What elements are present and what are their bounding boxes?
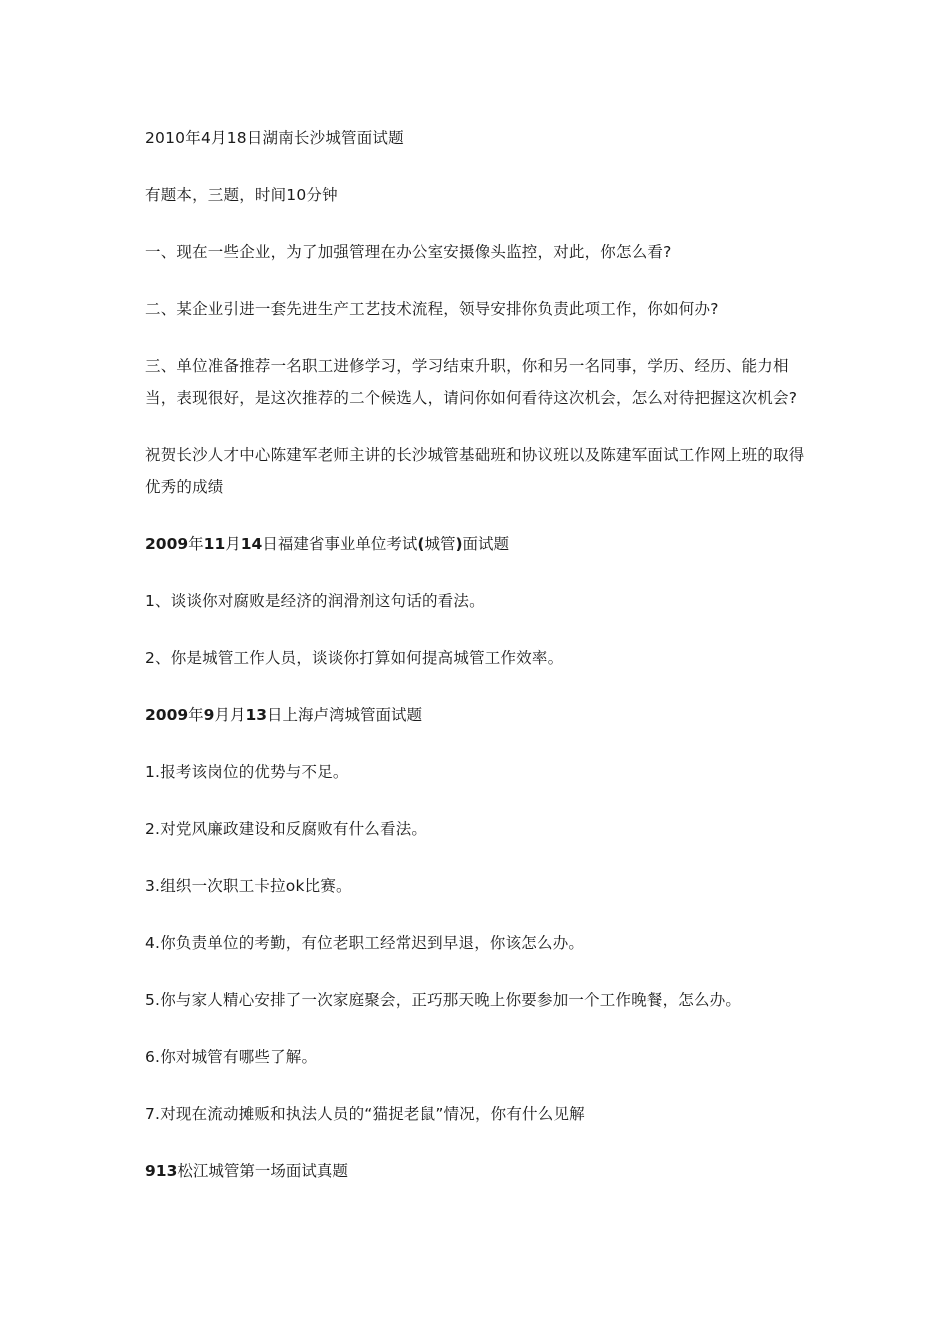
title-text: 月月 (214, 706, 246, 724)
title-number: 913 (145, 1162, 178, 1180)
title-text: 年 (188, 535, 204, 553)
title-day: 13 (245, 706, 268, 724)
title-year: 2009 (145, 706, 189, 724)
list-item: 3.组织一次职工卡拉ok比赛。 (145, 877, 352, 895)
title-text: 日上海卢湾城管面试题 (267, 706, 423, 724)
section-title-changsha: 2010年4月18日湖南长沙城管面试题 (145, 129, 404, 147)
section-title-shanghai (145, 699, 813, 731)
title-month: 11 (203, 535, 226, 553)
title-day: 14 (240, 535, 263, 553)
title-year: 2009 (145, 535, 189, 553)
congratulations-note: 祝贺长沙人才中心陈建军老师主讲的长沙城管基础班和协议班以及陈建军面试工作网上班的取得优秀的成绩 (145, 446, 805, 496)
section-title-songjiang (145, 1155, 813, 1187)
list-item: 2、你是城管工作人员，谈谈你打算如何提高城管工作效率。 (145, 649, 564, 667)
title-text: 月 (225, 535, 241, 553)
title-text: 年 (188, 706, 204, 724)
question-2: 二、某企业引进一套先进生产工艺技术流程，领导安排你负责此项工作，你如何办? (145, 300, 719, 318)
list-item: 2.对党风廉政建设和反腐败有什么看法。 (145, 820, 428, 838)
list-item: 4.你负责单位的考勤，有位老职工经常迟到早退，你该怎么办。 (145, 934, 585, 952)
title-text: 松江城管第一场面试真题 (177, 1162, 348, 1180)
list-item: 7.对现在流动摊贩和执法人员的“猫捉老鼠”情况，你有什么见解 (145, 1105, 585, 1123)
exam-info: 有题本，三题，时间10分钟 (145, 186, 338, 204)
list-item: 5.你与家人精心安排了一次家庭聚会，正巧那天晚上你要参加一个工作晚餐，怎么办。 (145, 991, 742, 1009)
title-paren: ) (455, 535, 463, 553)
list-item: 6.你对城管有哪些了解。 (145, 1048, 318, 1066)
title-text: 面试题 (462, 535, 510, 553)
question-1: 一、现在一些企业，为了加强管理在办公室安摄像头监控，对此，你怎么看? (145, 243, 672, 261)
document-body (145, 122, 813, 1212)
list-item: 1.报考该岗位的优势与不足。 (145, 763, 349, 781)
question-3: 三、单位准备推荐一名职工进修学习，学习结束升职，你和另一名同事，学历、经历、能力相当，表现很好，是这次推荐的二个候选人，请问你如何看待这次机会，怎么对待把握这次机会? (145, 357, 798, 407)
section-title-fujian (145, 528, 813, 560)
list-item: 1、谈谈你对腐败是经济的润滑剂这句话的看法。 (145, 592, 485, 610)
title-text: 日福建省事业单位考试 (262, 535, 418, 553)
title-month: 9 (203, 706, 215, 724)
title-paren: ( (417, 535, 425, 553)
title-text: 城管 (424, 535, 456, 553)
